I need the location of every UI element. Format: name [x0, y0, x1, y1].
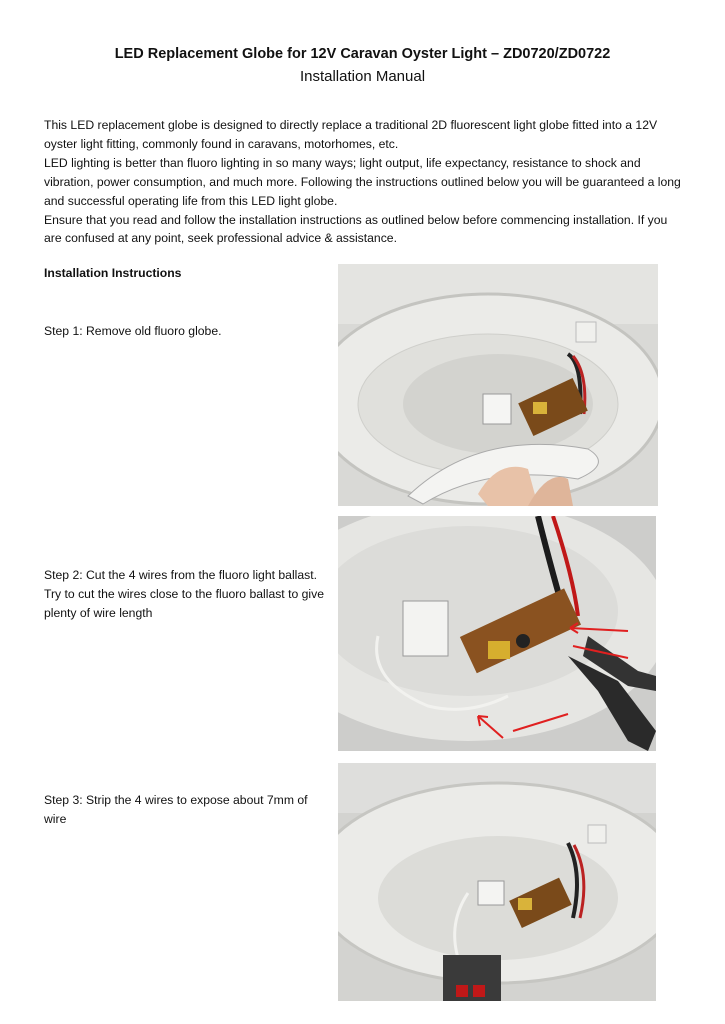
intro-paragraph-3: Ensure that you read and follow the installation instructions as outlined below before commencing installation. If you are confused at any point, seek professional advice & assistance.: [44, 212, 668, 246]
step-3-text: Step 3: Strip the 4 wires to expose about 7mm of wire: [44, 793, 308, 826]
intro-paragraph-1: This LED replacement globe is designed to directly replace a traditional 2D fluorescent light globe fitted into a 12V oyster light fitting, commonly found in caravans, motorhomes, etc.: [44, 118, 658, 151]
document-title: LED Replacement Globe for 12V Caravan Oyster Light – ZD0720/ZD0722: [114, 46, 611, 62]
step-3-photo: [338, 763, 656, 1001]
step-1-photo: [338, 264, 658, 506]
intro-paragraph-2: LED lighting is better than fluoro lighting in so many ways; light output, life expectancy, resistance to shock and vibration, power consumption, and much more. Following the instructions outlined below you will be guaranteed a long and successful operating life from this LED light globe.: [44, 155, 681, 208]
step-2-text: Step 2: Cut the 4 wires from the fluoro light ballast. Try to cut the wires close to the fluoro ballast to give plenty of wire length: [44, 568, 324, 620]
document-subtitle: Installation Manual: [299, 68, 426, 85]
step-1-text: Step 1: Remove old fluoro globe.: [44, 324, 222, 338]
instructions-heading: Installation Instructions: [44, 266, 182, 280]
intro-text: [44, 116, 684, 248]
step-2-photo: [338, 516, 656, 751]
